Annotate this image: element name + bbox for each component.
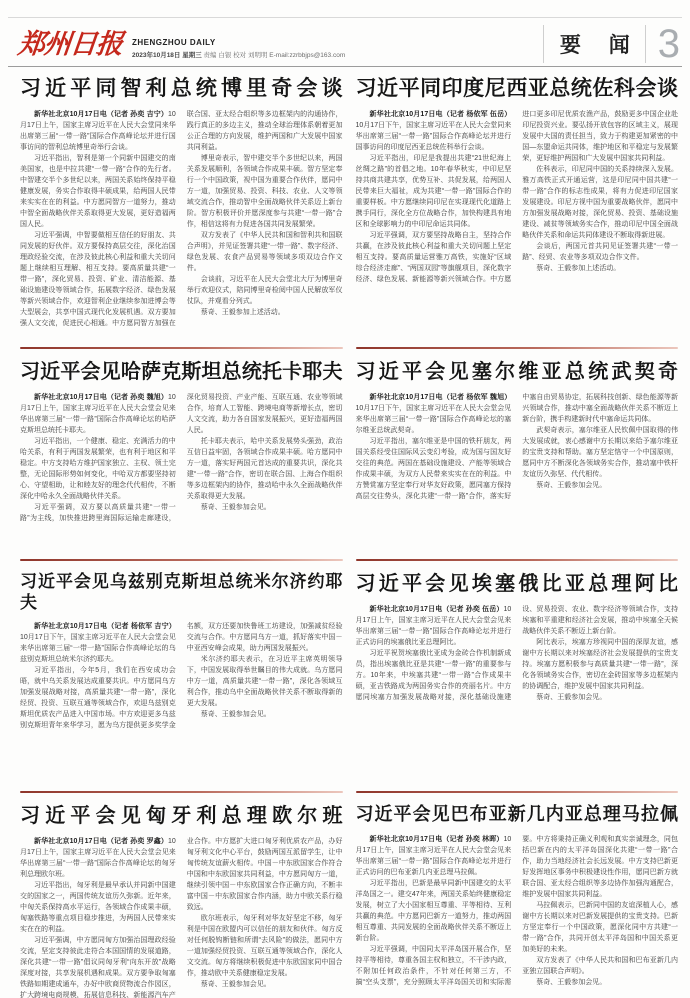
paragraph: 习近平祝贺埃塞俄比亚成为金砖合作机制新成员，指出埃塞俄比亚是共建“一带一路”的重要参与方。10年来，中埃塞共建“一带一路”合作成果丰硕，亚吉铁路成为两国务实合作的亮丽名片。中方愿同埃塞方加强发展战略对接，深化基础设施建设、贸易投资、农业、数字经济等领域合作，支持埃塞和平重建和经济社会发展，推动中埃塞全天候战略伙伴关系不断迈上新台阶。 bbox=[355, 606, 678, 702]
article-xi-ethiopia-meeting bbox=[356, 572, 679, 779]
paragraph: 托卡耶夫表示，哈中关系发展势头强劲，政治互信日益牢固，各领域合作成果丰硕。哈方愿同中方一道，落实好两国元首达成的重要共识，深化共建“一带一路”合作，密切在联合国、上海合作组织等多边框架内的协作，推动哈中永久全面战略伙伴关系取得更大发展。 bbox=[186, 438, 343, 501]
paragraph: 习近平指出，一个健康、稳定、充满活力的中哈关系，有利于两国发展繁荣，也有利于地区和平稳定。中方支持哈方维护国家独立、主权、领土完整，无论国际形势如何变化，中哈双方都要坚持初心、守望相助，让和睦友好的理念代代相传，不断深化中哈永久全面战略伙伴关系。 bbox=[20, 438, 176, 501]
article-xi-chile-talks bbox=[20, 76, 343, 335]
publication-date: 2023年10月18日 星期三 bbox=[132, 51, 202, 59]
article-xi-indonesia-talks bbox=[356, 76, 679, 335]
paragraph: 新华社北京10月17日电（记者 孙奕 吉宁）10月17日上午，国家主席习近平在人民大会堂同来华出席第三届“一带一路”国际合作高峰论坛并进行国事访问的智利总统博里奇举行会谈。 bbox=[20, 111, 176, 152]
paragraph: 蔡奇、王毅参加会见。 bbox=[536, 482, 607, 490]
paragraph: 博里奇表示，智中建交半个多世纪以来，两国关系发展顺利，各领域合作成果丰硕。智方坚定奉行一个中国政策，视中国为重要合作伙伴，愿同中方一道，加强贸易、投资、科技、农业、人文等领域交流合作，推动智中全面战略伙伴关系迈上新台阶。智方积极评价并愿深度参与共建“一带一路”合作，相信这将有力促进各国共同发展繁荣。 bbox=[186, 155, 343, 229]
article-body bbox=[20, 109, 343, 335]
article-headline: 习近平会见埃塞俄比亚总理阿比 bbox=[355, 573, 678, 596]
article-body bbox=[356, 392, 679, 547]
article-body bbox=[20, 392, 343, 547]
article-headline: 习近平同智利总统博里奇会谈 bbox=[20, 77, 343, 100]
paragraph: 新华社北京10月17日电（记者 杨依军 魏旭）10月17日下午，国家主席习近平在人民大会堂会见来华出席第三届“一带一路”国际合作高峰论坛的塞尔维亚总统武契奇。 bbox=[355, 394, 512, 435]
separator-line bbox=[356, 347, 679, 349]
paragraph: 会谈后，两国元首共同见证签署共建“一带一路”、经贸、农业等多项双边合作文件。 bbox=[522, 243, 678, 262]
paragraph: 蔡奇、王毅参加会见。 bbox=[536, 978, 607, 986]
paragraph: 习近平指出，印尼是我提出共建“21世纪海上丝绸之路”的首倡之地。10年春华秋实，中印尼坚持共商共建共享，优势互补、共促发展，给两国人民带来巨大福祉，成为共建“一带一路”国际合作的重要样板。中方愿继续同印尼在实现现代化道路上携手同行，深化全方位战略合作，加快构建具有地区和全球影响力的中印尼命运共同体。 bbox=[355, 155, 512, 229]
article-body bbox=[356, 604, 679, 762]
section-box bbox=[543, 22, 680, 66]
paragraph: 习近平指出，巴新是最早同新中国建交的太平洋岛国之一。建交47年来，两国关系始终健康稳定发展，树立了大小国家相互尊重、平等相待、互利共赢的典范。中方愿同巴新方一道努力，推动两国相互尊重、共同发展的全面战略伙伴关系不断迈上新台阶。 bbox=[355, 879, 512, 942]
article-xi-png-meeting bbox=[356, 804, 679, 998]
row-separator bbox=[20, 791, 678, 793]
paragraph: 习近平强调，中方愿同匈方加强治国理政经验交流，坚定支持彼此走符合本国国情的发展道路，深化共建“一带一路”倡议同匈牙利“向东开放”战略深度对接，共享发展机遇和成果。双方要争取匈塞铁路如期建成通车，办好中欧商贸物流合作园区，扩大跨境电商规模，拓展信息科技、新能源汽车产业合作。中方愿扩大进口匈牙利优质农产品，办好匈牙利文化中心平台，鼓励两国互派留学生，让中匈传统友谊薪火相传。中国－中东欧国家合作符合中国和中东欧国家共同利益，中方愿同匈方一道，继续引领中国－中东欧国家合作正确方向，不断丰富中国－中东欧国家合作内涵，助力中欧关系行稳致远。 bbox=[20, 837, 343, 998]
paragraph: 双方发表了《中华人民共和国和智利共和国联合声明》，并见证签署共建“一带一路”、数字经济、绿色发展、农食产品贸易等领域多项双边合作文件。 bbox=[186, 232, 343, 273]
separator-line bbox=[20, 791, 343, 793]
article-xi-uzbekistan-meeting bbox=[20, 572, 343, 779]
paragraph: 双方发表了《中华人民共和国和巴布亚新几内亚独立国联合声明》。 bbox=[522, 956, 678, 975]
page-header bbox=[16, 22, 680, 66]
paragraph: 新华社北京10月17日电（记者 杨依军 吉宁）10月17日下午，国家主席习近平在人民大会堂会见来华出席第三届“一带一路”国际合作高峰论坛的乌兹别克斯坦总统米尔济约耶夫。 bbox=[20, 622, 176, 663]
article-headline: 习近平会见匈牙利总理欧尔班 bbox=[20, 804, 343, 827]
paragraph: 习近平指出，今年5月，我们在西安成功会晤，就中乌关系发展达成重要共识。中方愿同乌方加强发展战略对接，高质量共建“一带一路”，深化经贸、投资、互联互通等领域合作，欢迎乌兹别克斯坦优质农产品进入中国市场。中方欢迎更多乌兹别克斯坦青年来华学习，愿为乌方提供更多奖学金名额，双方还要加快鲁班工坊建设，加强减贫经验交流与合作。中方愿同乌方一道，抓好落实中国－中亚西安峰会成果，助力两国发展振兴。 bbox=[20, 622, 343, 729]
row-separator bbox=[20, 347, 678, 349]
paragraph: 蔡奇、王毅参加上述活动。 bbox=[200, 309, 285, 317]
masthead-english: ZHENGZHOU DAILY bbox=[132, 37, 216, 47]
paragraph: 新华社北京10月17日电（记者 孙奕 罗鑫）10月17日上午，国家主席习近平在人民大会堂会见来华出席第三届“一带一路”国际合作高峰论坛的匈牙利总理欧尔班。 bbox=[20, 837, 176, 878]
row-3 bbox=[20, 572, 678, 779]
row-1 bbox=[20, 76, 678, 335]
page-top-rule bbox=[8, 17, 682, 18]
masthead-logo: 郑州日报 bbox=[16, 28, 124, 60]
article-body bbox=[20, 621, 343, 779]
paragraph: 蔡奇、王毅参加会见。 bbox=[536, 694, 607, 702]
article-body bbox=[356, 109, 679, 335]
paragraph: 佐科表示，印尼同中国的关系持续深入发展。雅万高铁正式开通运营，这是印尼同中国共建“一带一路”合作的标志性成果，将有力促进印尼国家发展建设。印尼方视中国为重要战略伙伴，愿同中方加强发展战略对接，深化贸易、投资、基础设施建设、减贫等领域务实合作，推动印尼中国全面战略伙伴关系和命运共同体建设不断取得新进展。 bbox=[522, 166, 678, 240]
row-separator bbox=[20, 559, 678, 561]
paragraph: 习近平强调，双方要以高质量共建“一带一路”为主线，加快推进跨里海国际运输走廊建设，深化贸易投资、产业产能、互联互通、农业等领域合作，培育人工智能、跨境电商等新增长点，密切人文交流，助力各自国家发展振兴，更好造福两国人民。 bbox=[20, 394, 343, 523]
paragraph: 蔡奇、王毅参加上述活动。 bbox=[536, 265, 621, 273]
paragraph: 阿比表示，埃塞方珍视同中国的深厚友谊，感谢中方长期以来对埃塞经济社会发展提供的宝贵支持。埃塞方愿积极参与高质量共建“一带一路”，深化各领域务实合作，密切在金砖国家等多边框架内的协调配合，维护发展中国家共同利益。 bbox=[522, 639, 678, 691]
paragraph: 新华社北京10月17日电（记者 孙奕 林晖）10月17日上午，国家主席习近平在人民大会堂会见来华出席第三届“一带一路”国际合作高峰论坛并进行正式访问的巴布亚新几内亚总理马拉佩。 bbox=[355, 835, 512, 876]
paragraph: 会谈前，习近平在人民大会堂北大厅为博里奇举行欢迎仪式，陪同博里奇检阅中国人民解放军仪仗队，并观看分列式。 bbox=[186, 276, 343, 306]
separator-line bbox=[20, 347, 343, 349]
separator-line bbox=[356, 791, 679, 793]
contact-email: E-mail:zzrbbjps@163.com bbox=[269, 51, 346, 59]
paragraph: 习近平强调，中国同太平洋岛国开展合作，坚持平等相待，尊重各国主权和独立，不干涉内政，不附加任何政治条件，不针对任何第三方，不搞“空头支票”，充分照顾太平洋岛国关切和实际需要。中方将秉持正确义利观和真实亲诚理念，同包括巴新在内的太平洋岛国深化共建“一带一路”合作，助力当地经济社会长远发展。中方支持巴新更好发挥地区事务中积极建设性作用，愿同巴新方就联合国、亚太经合组织等多边协作加强沟通配合，维护发展中国家共同利益。 bbox=[355, 835, 678, 986]
article-xi-kazakhstan-meeting bbox=[20, 360, 343, 547]
section-title: 要 闻 bbox=[559, 34, 641, 57]
section-divider bbox=[645, 25, 646, 63]
paragraph: 习近平指出，智利是第一个同新中国建交的南美国家，也是中拉共建“一带一路”合作的先行者。中智建交半个多世纪以来，两国关系始终保持平稳健康发展，务实合作取得丰硕成果，给两国人民带来实实在在的利益。中方愿同智方一道努力，推动中智全面战略伙伴关系取得更大发展，更好造福两国人民。 bbox=[20, 155, 176, 229]
paragraph: 蔡奇、王毅参加会见。 bbox=[200, 504, 271, 512]
row-2 bbox=[20, 360, 678, 547]
paragraph: 新华社北京10月17日电（记者 杨依军 伍岳）10月17日下午，国家主席习近平在人民大会堂同来华出席第三届“一带一路”国际合作高峰论坛并进行国事访问的印度尼西亚总统佐科举行会谈。 bbox=[355, 111, 512, 152]
article-headline: 习近平会见乌兹别克斯坦总统米尔济约耶夫 bbox=[20, 572, 343, 612]
article-xi-hungary-meeting bbox=[20, 804, 343, 998]
paragraph: 习近平指出，匈牙利是最早承认并同新中国建交的国家之一，两国传统友谊历久弥新。近年来，中匈关系保持高水平运行，各领域合作成果丰硕，匈塞铁路等重点项目稳步推进，为两国人民带来实实在在的利益。 bbox=[20, 881, 176, 933]
article-body bbox=[356, 834, 679, 998]
paragraph: 蔡奇、王毅参加会见。 bbox=[200, 980, 271, 988]
paragraph: 马拉佩表示，巴新同中国的友谊深植人心，感谢中方长期以来对巴新发展提供的宝贵支持。巴新方坚定奉行一个中国政策，愿深化同中方共建“一带一路”合作，共同开创太平洋岛国和中国关系更加美好的未来。 bbox=[522, 901, 678, 953]
paragraph: 习近平强调，中智要做相互信任的好朋友、共同发展的好伙伴。双方要保持高层交往，深化治国理政经验交流，在涉及彼此核心利益和重大关切问题上继续相互理解、相互支持。要高质量共建“一带一路”，深化贸易、投资、矿业、清洁能源、基础设施建设等领域合作，拓展数字经济、绿色发展等新兴领域合作，欢迎智利企业继续参加进博会等大型展会，共享中国式现代化发展机遇。双方要加强人文交流，促进民心相通。中方愿同智方加强在联合国、亚太经合组织等多边框架内的沟通协作，践行真正的多边主义，推动全球治理体系朝着更加公正合理的方向发展，维护两国和广大发展中国家共同利益。 bbox=[20, 111, 343, 328]
row-4 bbox=[20, 804, 678, 998]
publication-meta bbox=[132, 50, 345, 59]
article-headline: 习近平会见巴布亚新几内亚总理马拉佩 bbox=[355, 803, 678, 824]
paragraph: 武契奇表示，塞尔维亚人民钦佩中国取得的伟大发展成就，衷心感谢中方长期以来给予塞尔维亚的宝贵支持和帮助。塞方坚定恪守一个中国原则，愿同中方不断深化各领域务实合作，推动塞中铁杆友谊历久弥坚、代代相传。 bbox=[522, 427, 678, 479]
article-headline: 习近平会见哈萨克斯坦总统托卡耶夫 bbox=[20, 361, 343, 384]
article-body bbox=[20, 836, 343, 998]
page-body bbox=[20, 76, 678, 998]
paragraph: 蔡奇、王毅参加会见。 bbox=[200, 710, 271, 718]
article-xi-serbia-meeting bbox=[356, 360, 679, 547]
paragraph: 新华社北京10月17日电（记者 孙奕 伍岳）10月17日上午，国家主席习近平在人民大会堂会见来华出席第三届“一带一路”国际合作高峰论坛并进行正式访问的埃塞俄比亚总理阿比。 bbox=[355, 606, 512, 647]
article-headline: 习近平同印度尼西亚总统佐科会谈 bbox=[355, 77, 678, 100]
separator-line bbox=[356, 559, 679, 561]
masthead-info bbox=[132, 30, 345, 59]
paragraph: 新华社北京10月17日电（记者 孙奕 魏旭）10月17日上午，国家主席习近平在人民大会堂会见来华出席第三届“一带一路”国际合作高峰论坛的哈萨克斯坦总统托卡耶夫。 bbox=[20, 394, 176, 435]
editor-credits: 责编 白银 校对 刘明明 bbox=[203, 51, 268, 59]
paragraph: 欧尔班表示，匈牙利对华友好坚定不移，匈牙利是中国在欧盟内可以信任的朋友和伙伴。匈方反对任何脱钩断链和所谓“去风险”的做法，愿同中方一道加强经贸投资、互联互通等领域合作，深化人文交流。匈方将继续积极促进中东欧国家同中国合作，推动欧中关系健康稳定发展。 bbox=[186, 914, 343, 977]
paragraph: 习近平强调，双方要坚持战略自主，坚持合作共赢，在涉及彼此核心利益和重大关切问题上坚定相互支持。要高质量运营雅万高铁，实施好“区域综合经济走廊”、“两国双园”等旗舰项目，深化数字经济、绿色发展、新能源等新兴领域合作。中方愿进口更多印尼优质农渔产品，鼓励更多中国企业赴印尼投资兴业。要弘扬开放包容的区域主义，展现发展中大国的责任担当，致力于构建更加紧密的中国—东盟命运共同体，维护地区和平稳定与发展繁荣，更好维护两国和广大发展中国家共同利益。 bbox=[355, 111, 678, 284]
paragraph: 习近平指出，塞尔维亚是中国的铁杆朋友，两国关系经受住国际风云变幻考验，成为国与国友好交往的典范。两国在基础设施建设、产能等领域合作成果丰硕，为双方人民带来实实在在的利益。中方赞赏塞方坚定奉行对华友好政策，愿同塞方保持高层交往势头，深化共建“一带一路”合作，落实好中塞自由贸易协定，拓展科技创新、绿色能源等新兴领域合作，推动中塞全面战略伙伴关系不断迈上新台阶，携手构建新时代中塞命运共同体。 bbox=[355, 394, 678, 501]
paragraph: 米尔济约耶夫表示，在习近平主席英明领导下，中国发展取得举世瞩目的伟大成就。乌方愿同中方一道，高质量共建“一带一路”，深化各领域互利合作，推动乌中全面战略伙伴关系不断取得新的更大发展。 bbox=[186, 655, 343, 707]
separator-line bbox=[20, 559, 343, 561]
article-headline: 习近平会见塞尔维亚总统武契奇 bbox=[355, 361, 678, 384]
page-number: 3 bbox=[657, 22, 680, 66]
header-rule bbox=[8, 66, 682, 67]
